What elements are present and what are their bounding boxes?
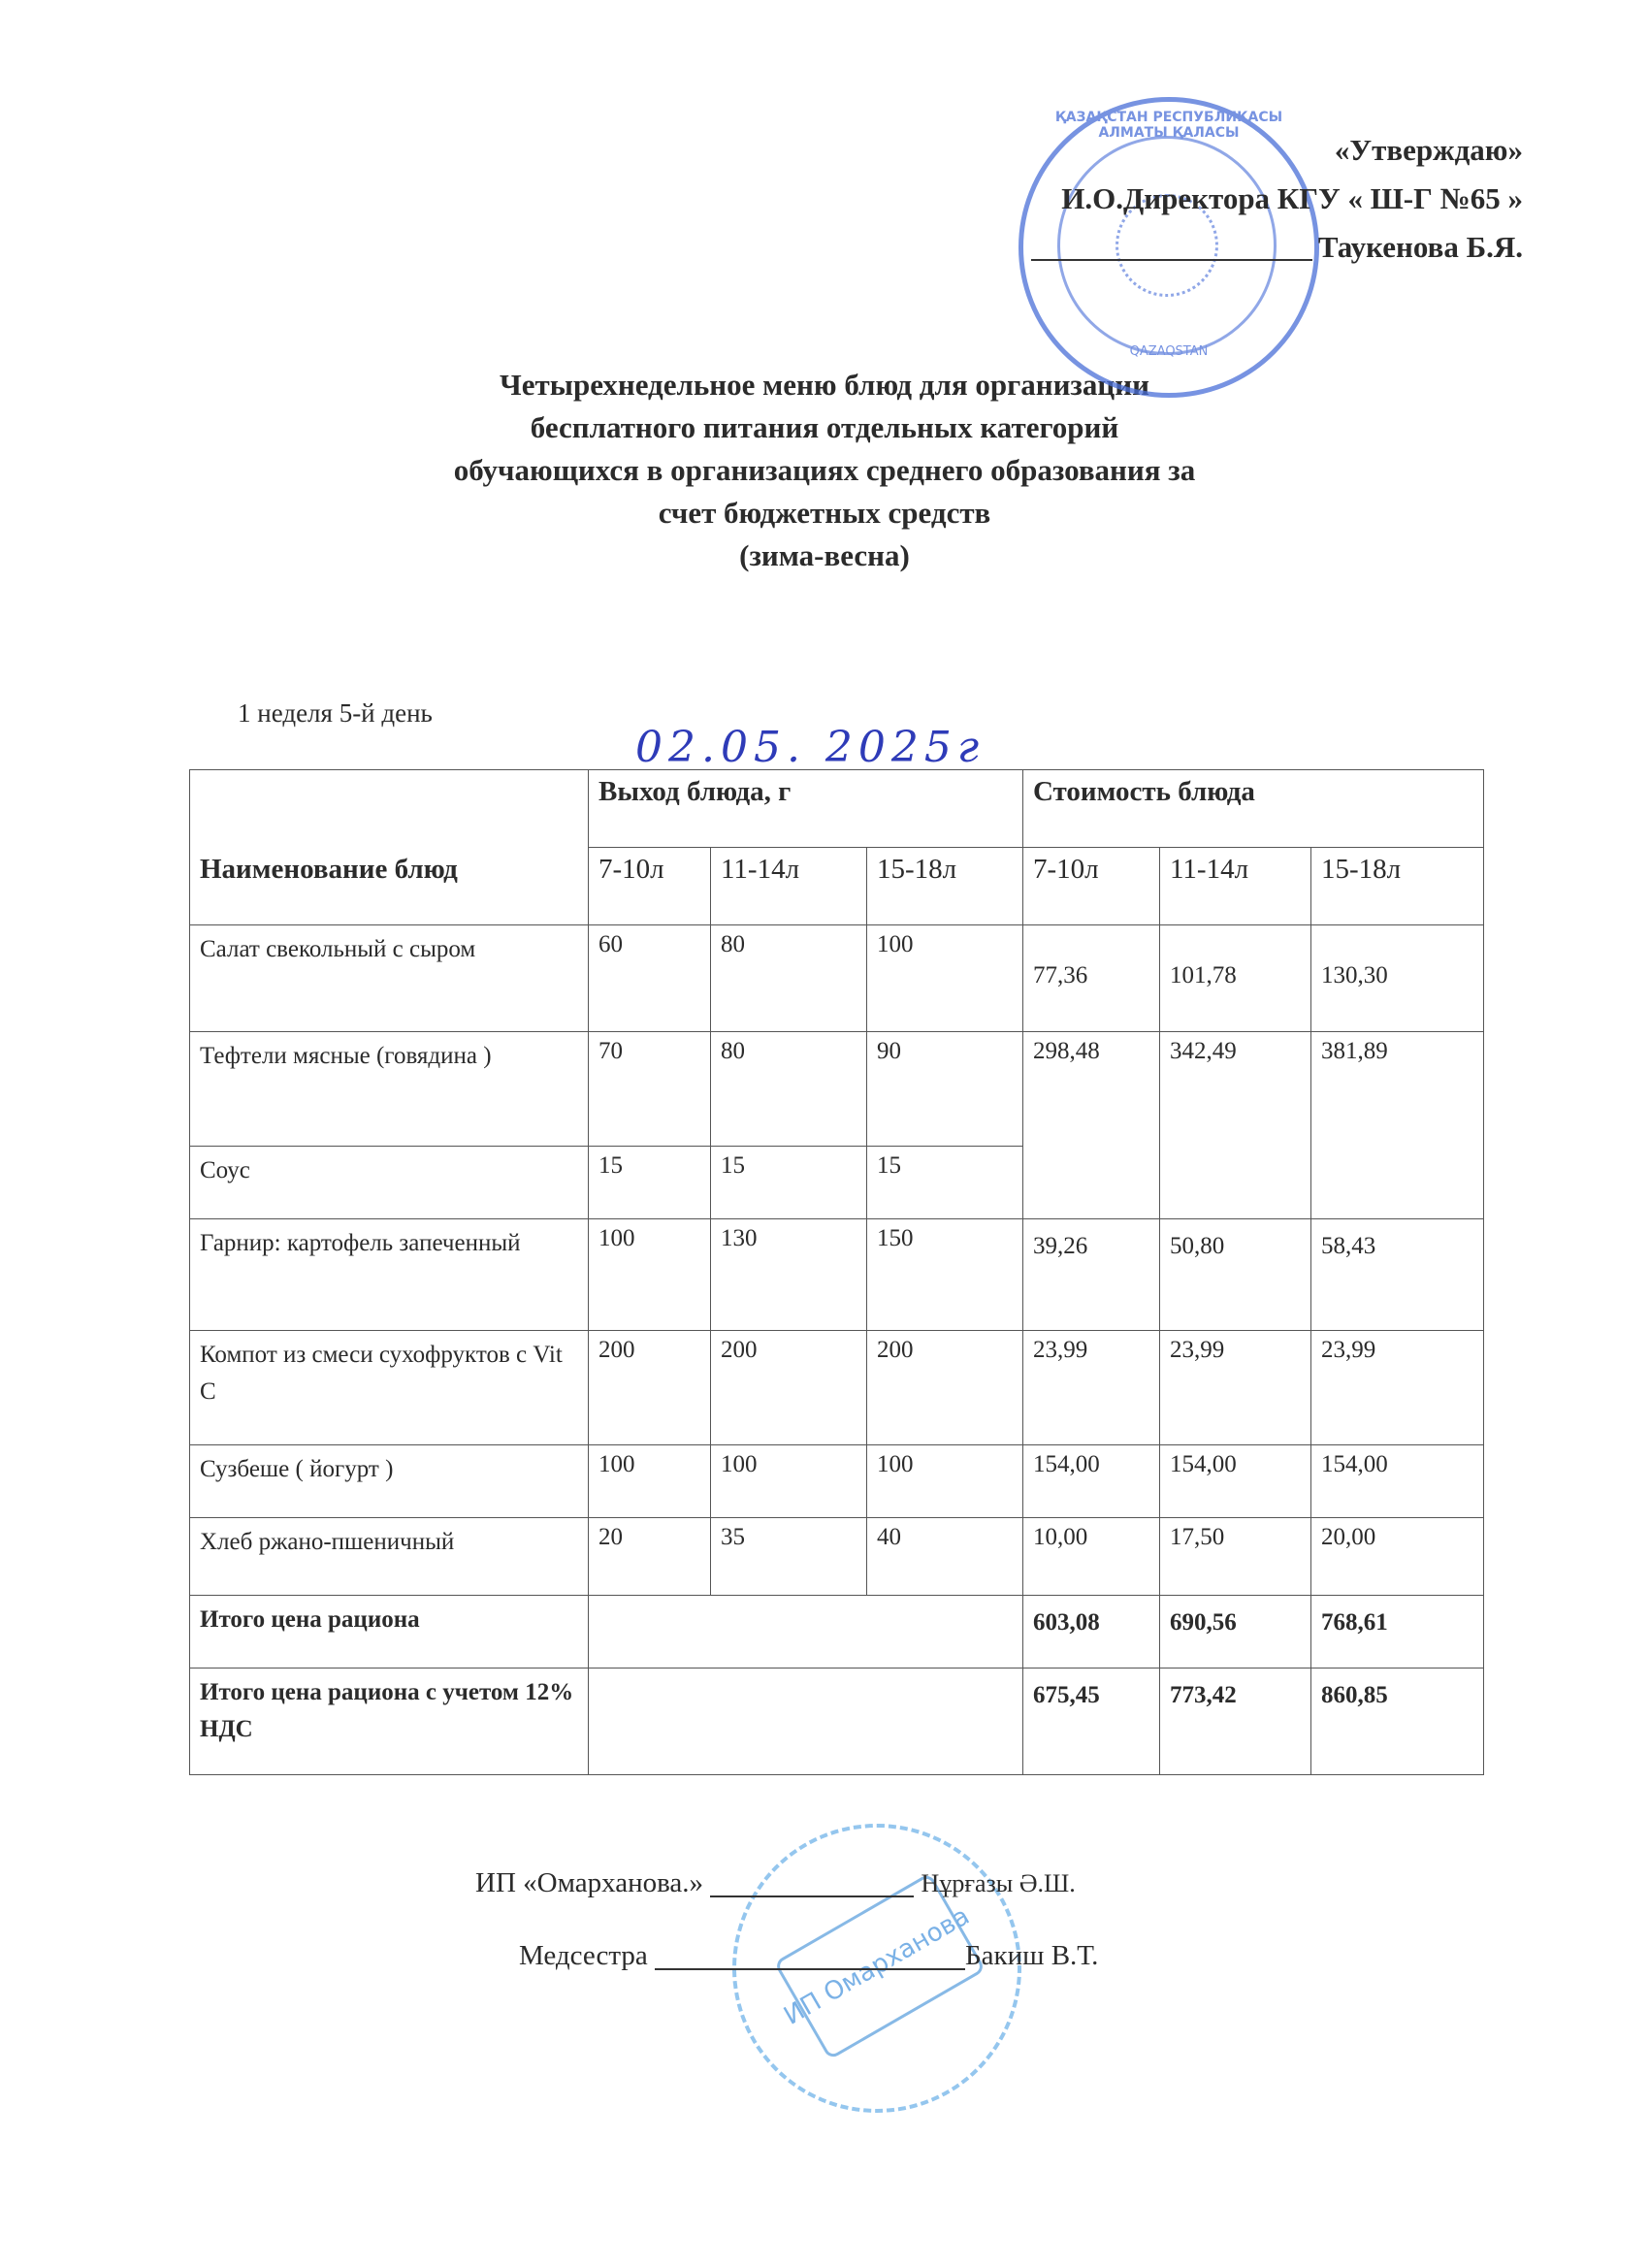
stamp-country: QAZAQSTAN	[1129, 344, 1209, 359]
header-age-cost: 7-10л	[1023, 848, 1160, 925]
total-row	[190, 1596, 1484, 1669]
yield-cell: 15	[589, 1147, 711, 1219]
total-vat-cost-cell: 675,45	[1023, 1669, 1160, 1775]
yield-cell: 200	[711, 1331, 867, 1445]
dish-name: Компот из смеси сухофруктов с Vit C	[190, 1331, 589, 1445]
approval-position: И.О.Директора КГУ « Ш-Г №65 »	[1061, 181, 1523, 215]
cost-cell: 298,48	[1023, 1032, 1160, 1219]
header-age-yield: 15-18л	[867, 848, 1023, 925]
nurse-signature-row	[519, 1940, 1098, 1972]
yield-cell: 20	[589, 1518, 711, 1596]
cost-cell: 20,00	[1311, 1518, 1484, 1596]
title-line: Четырехнедельное меню блюд для организации	[500, 368, 1149, 402]
yield-cell: 150	[867, 1219, 1023, 1331]
yield-cell: 100	[589, 1219, 711, 1331]
yield-cell: 15	[867, 1147, 1023, 1219]
supplier-signature-row	[475, 1867, 1076, 1899]
approval-heading: «Утверждаю»	[1334, 133, 1523, 167]
total-vat-cost-cell: 860,85	[1311, 1669, 1484, 1775]
dish-name: Сузбеше ( йогурт )	[190, 1445, 589, 1518]
table-row	[190, 1331, 1484, 1445]
table-header-row	[190, 770, 1484, 848]
document-title	[291, 364, 1358, 577]
header-age-yield: 11-14л	[711, 848, 867, 925]
cost-cell: 23,99	[1311, 1331, 1484, 1445]
yield-cell: 100	[867, 925, 1023, 1032]
yield-cell: 130	[711, 1219, 867, 1331]
menu-table	[189, 769, 1484, 1775]
title-line: бесплатного питания отдельных категорий	[530, 410, 1119, 444]
dish-name: Хлеб ржано-пшеничный	[190, 1518, 589, 1596]
supplier-name: Нұрғазы Ә.Ш.	[921, 1869, 1076, 1897]
approver-name: Таукенова Б.Я.	[1317, 230, 1523, 264]
header-age-cost: 11-14л	[1160, 848, 1311, 925]
cost-cell: 50,80	[1160, 1219, 1311, 1331]
signature-line	[655, 1968, 965, 1970]
cost-cell: 17,50	[1160, 1518, 1311, 1596]
yield-cell: 200	[867, 1331, 1023, 1445]
yield-cell: 40	[867, 1518, 1023, 1596]
dish-name: Тефтели мясные (говядина )	[190, 1032, 589, 1147]
handwritten-date: 02.05. 2025г	[635, 723, 986, 772]
header-age-cost: 15-18л	[1311, 848, 1484, 925]
cost-cell: 101,78	[1160, 925, 1311, 1032]
total-label: Итого цена рациона	[190, 1596, 589, 1669]
cost-cell: 77,36	[1023, 925, 1160, 1032]
nurse-name: Бакиш В.Т.	[965, 1940, 1099, 1971]
signature-line	[1031, 259, 1312, 261]
cost-cell: 23,99	[1160, 1331, 1311, 1445]
yield-cell: 80	[711, 1032, 867, 1147]
yield-cell: 90	[867, 1032, 1023, 1147]
approval-block	[1031, 126, 1523, 272]
title-line: обучающихся в организациях среднего образования за	[453, 453, 1196, 487]
nurse-label: Медсестра	[519, 1940, 648, 1971]
cost-cell: 58,43	[1311, 1219, 1484, 1331]
supplier-label: ИП «Омарханова.»	[475, 1867, 704, 1898]
yield-cell: 35	[711, 1518, 867, 1596]
week-day-label: 1 неделя 5-й день	[238, 698, 433, 728]
table-row	[190, 1219, 1484, 1331]
header-dish-name: Наименование блюд	[190, 770, 589, 925]
table-row	[190, 1032, 1484, 1147]
total-cost-cell: 603,08	[1023, 1596, 1160, 1669]
total-vat-cost-cell: 773,42	[1160, 1669, 1311, 1775]
cost-cell: 39,26	[1023, 1219, 1160, 1331]
cost-cell: 381,89	[1311, 1032, 1484, 1219]
total-vat-label: Итого цена рациона с учетом 12% НДС	[190, 1669, 589, 1775]
cost-cell: 154,00	[1023, 1445, 1160, 1518]
total-empty-cell	[589, 1596, 1023, 1669]
yield-cell: 70	[589, 1032, 711, 1147]
total-vat-row	[190, 1669, 1484, 1775]
header-age-yield: 7-10л	[589, 848, 711, 925]
title-season: (зима-весна)	[739, 538, 910, 572]
yield-cell: 200	[589, 1331, 711, 1445]
header-yield: Выход блюда, г	[589, 770, 1023, 848]
yield-cell: 15	[711, 1147, 867, 1219]
header-cost: Стоимость блюда	[1023, 770, 1484, 848]
cost-cell: 154,00	[1311, 1445, 1484, 1518]
stamp-label: ИП Омарханова	[779, 1901, 975, 2031]
cost-cell: 154,00	[1160, 1445, 1311, 1518]
yield-cell: 80	[711, 925, 867, 1032]
stamp-text: ҚАЗАҚСТАН РЕСПУБЛИКАСЫ АЛМАТЫ ҚАЛАСЫ	[1054, 110, 1283, 141]
total-empty-cell	[589, 1669, 1023, 1775]
signature-line	[710, 1895, 914, 1897]
total-cost-cell: 768,61	[1311, 1596, 1484, 1669]
table-row	[190, 925, 1484, 1032]
table-row	[190, 1518, 1484, 1596]
yield-cell: 100	[589, 1445, 711, 1518]
cost-cell: 23,99	[1023, 1331, 1160, 1445]
dish-name: Соус	[190, 1147, 589, 1219]
table-row	[190, 1445, 1484, 1518]
total-cost-cell: 690,56	[1160, 1596, 1311, 1669]
yield-cell: 60	[589, 925, 711, 1032]
approval-signature-row	[1031, 223, 1523, 272]
title-line: счет бюджетных средств	[658, 496, 991, 530]
dish-name: Салат свекольный с сыром	[190, 925, 589, 1032]
cost-cell: 342,49	[1160, 1032, 1311, 1219]
yield-cell: 100	[867, 1445, 1023, 1518]
cost-cell: 130,30	[1311, 925, 1484, 1032]
dish-name: Гарнир: картофель запеченный	[190, 1219, 589, 1331]
cost-cell: 10,00	[1023, 1518, 1160, 1596]
yield-cell: 100	[711, 1445, 867, 1518]
